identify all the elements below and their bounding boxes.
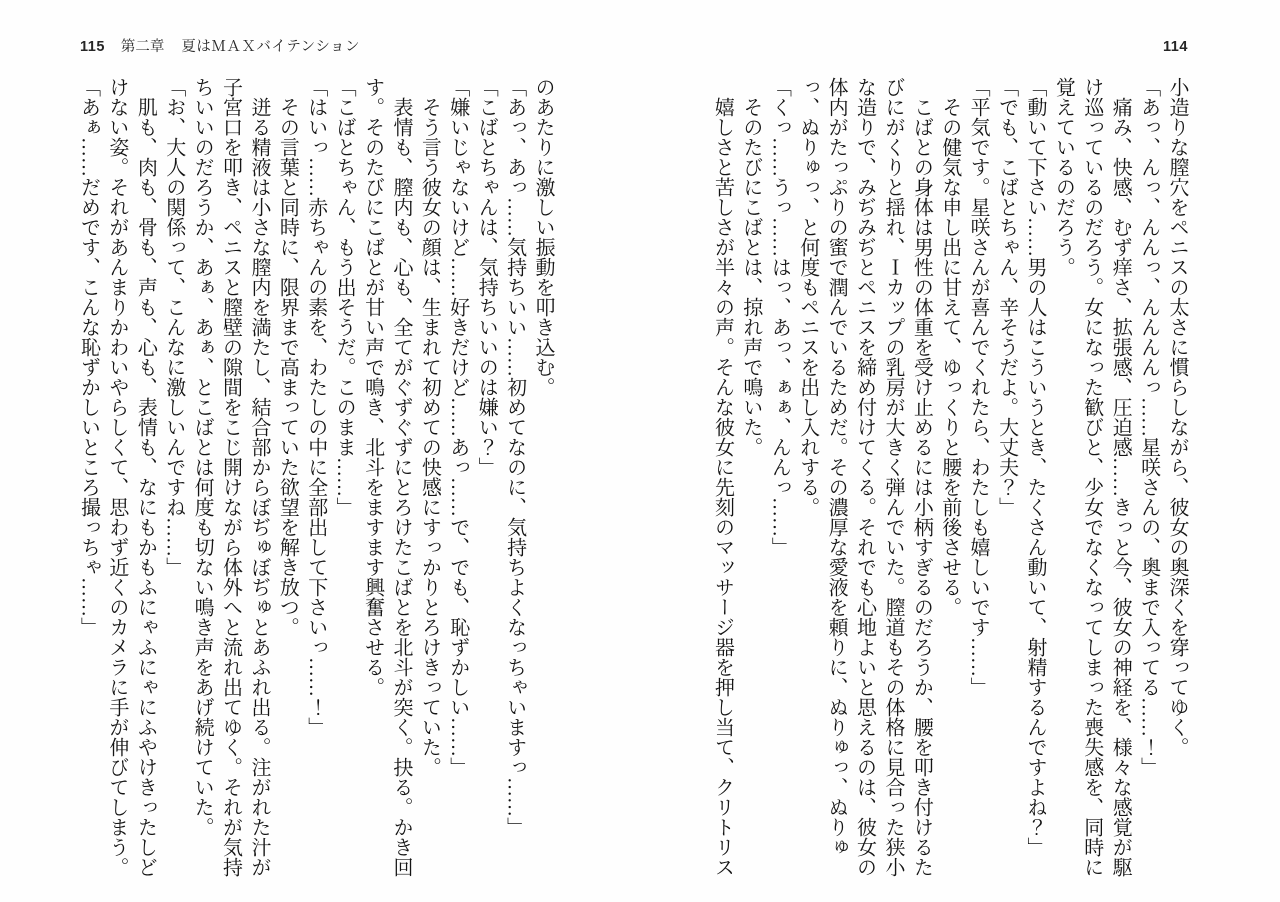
right-page-text bbox=[708, 77, 1191, 879]
paragraph: のあたりに激しい振動を叩き込む。 bbox=[532, 77, 554, 397]
paragraph: 「お、大人の関係って、こんなに激しいんですね……」 bbox=[162, 77, 185, 577]
paragraph: 表情も、膣内も、心も、全てがぐずぐずにとろけたこばとを北斗が突く。抉る。かき回す。そのたびにこばとが甘い声で鳴き、北斗をますます興奮させる。 bbox=[361, 77, 412, 877]
paragraph: 「あっ、んっ、んんっ、んんんんっ……星咲さんの、奥まで入ってる……！」 bbox=[1137, 77, 1160, 777]
paragraph: 「はいっ……赤ちゃんの素を、わたしの中に全部出して下さいっ……！」 bbox=[304, 77, 327, 737]
paragraph: そのたびにこばとは、掠れ声で鳴いた。 bbox=[739, 97, 762, 457]
paragraph: 「でも、こばとちゃん、辛そうだよ。大丈夫？」 bbox=[995, 77, 1018, 517]
paragraph: こばとの身体は男性の体重を受け止めるには小柄すぎるのだろうか、腰を叩き付けるたびにがくりと揺れ、Ｉカップの乳房が大きく弾んでいた。膣道もその体格に見合った狭小な造りで、みぢみぢとペニスを締め付けてくる。それでも心地よいと思えるのは、彼女の体内がたっぷりの蜜で潤んでいるためだ。その濃厚な愛液を頼りに、ぬりゅっ、ぬりゅっ、ぬりゅっ、と何度もペニスを出し入れする。 bbox=[796, 77, 933, 877]
paragraph: その健気な申し出に甘えて、ゆっくりと腰を前後させる。 bbox=[938, 97, 961, 617]
paragraph: 「こばとちゃん、もう出そうだ。このまま……」 bbox=[333, 77, 356, 517]
paragraph: 「あぁ……だめです、こんな恥ずかしいところ撮っちゃ……」 bbox=[77, 77, 100, 637]
running-header bbox=[80, 39, 360, 55]
paragraph: 迸る精液は小さな膣内を満たし、結合部からぼぢゅぼぢゅとあふれ出る。注がれた汁が子宮口を叩き、ペニスと膣壁の隙間をこじ開けながら体外へと流れ出てゆく。それが気持ちいいのだろうか、あぁ、あぁ、とこばとは何度も切ない鳴き声をあげ続けていた。 bbox=[191, 77, 270, 877]
right-page-number: 114 bbox=[1163, 39, 1188, 55]
paragraph: 「あっ、あっ……気持ちいい……初めてなのに、気持ちよくなっちゃいますっ……」 bbox=[503, 77, 526, 837]
paragraph: 痛み、快感、むず痒さ、拡張感、圧迫感……きっと今、彼女の神経を、様々な感覚が駆け巡っているのだろう。女になった歓びと、少女でなくなってしまった喪失感を、同時に覚えているのだろう。 bbox=[1052, 77, 1132, 877]
paragraph: 「動いて下さい……男の人はこういうとき、たくさん動いて、射精するんですよね？」 bbox=[1023, 77, 1046, 857]
left-page-text bbox=[74, 77, 557, 879]
paragraph: そう言う彼女の顔は、生まれて初めての快感にすっかりとろけきっていた。 bbox=[418, 97, 441, 777]
left-page-number: 115 bbox=[80, 39, 105, 55]
paragraph: 肌も、肉も、骨も、声も、心も、表情も、なにもかもふにゃふにゃにふやけきったしどけない姿。それがあんまりかわいやらしくて、思わず近くのカメラに手が伸びてしまう。 bbox=[105, 77, 157, 877]
chapter-number: 第二章 bbox=[120, 39, 165, 55]
paragraph: 「こばとちゃんは、気持ちいいのは嫌い？」 bbox=[475, 77, 498, 477]
paragraph: その言葉と同時に、限界まで高まっていた欲望を解き放つ。 bbox=[276, 97, 299, 637]
paragraph: 「平気です。星咲さんが喜んでくれたら、わたしも嬉しいです……」 bbox=[967, 77, 990, 697]
paragraph: 「嫌いじゃないけど……好きだけど……あっ……で、でも、恥ずかしい……」 bbox=[446, 77, 469, 777]
paragraph: 嬉しさと苦しさが半々の声。そんな彼女に先刻のマッサージ器を押し当て、クリトリス bbox=[711, 97, 734, 877]
paragraph: 小造りな膣穴をペニスの太さに慣らしながら、彼女の奥深くを穿ってゆく。 bbox=[1166, 77, 1188, 757]
paragraph: 「くっ……うっ……はっ、あっ、ぁぁ、んんっ……」 bbox=[768, 77, 791, 557]
chapter-title: 夏はＭＡＸバイテンション bbox=[181, 39, 361, 55]
